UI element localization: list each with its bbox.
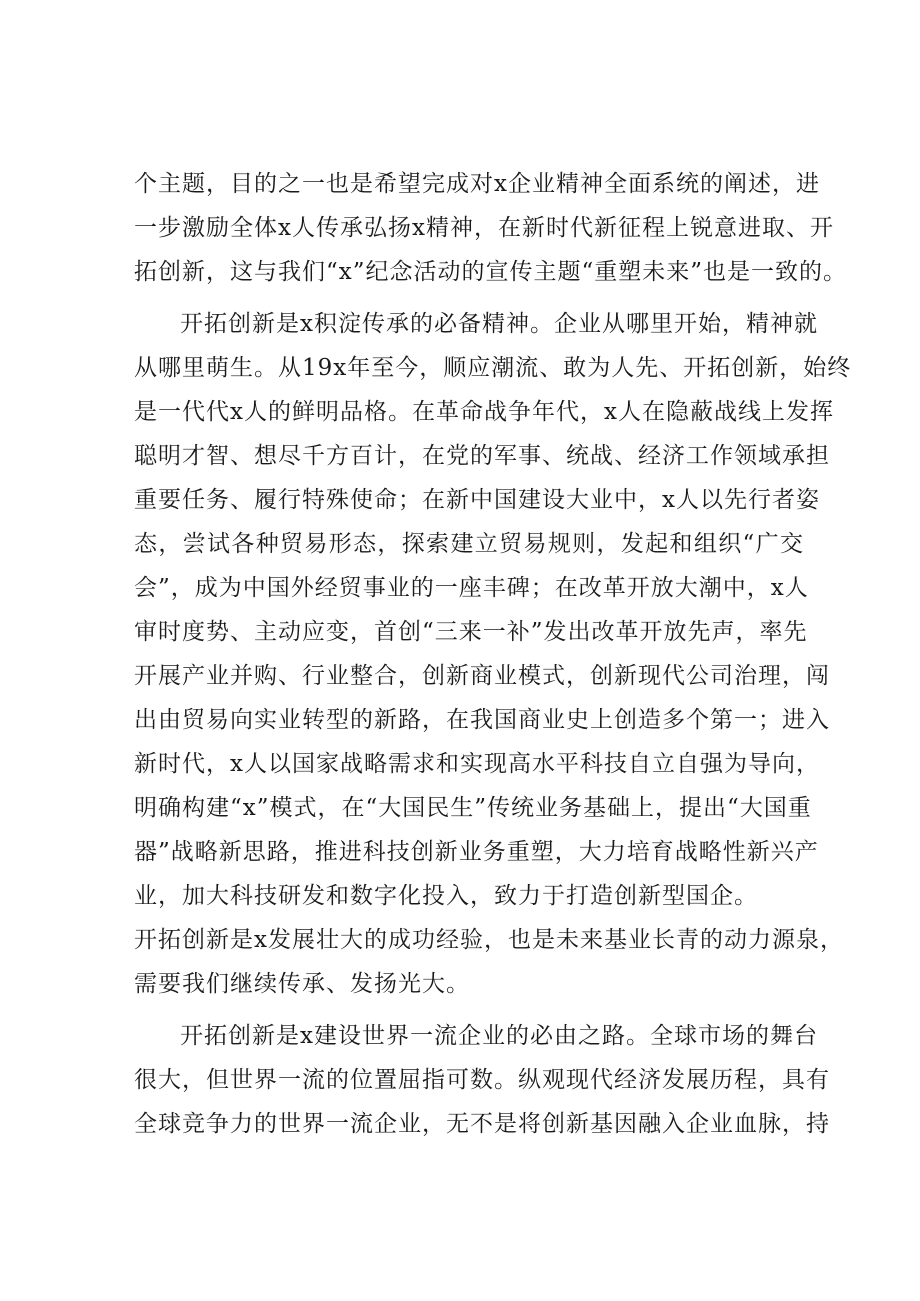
- text-line: 很大，但世界一流的位置屈指可数。纵观现代经济发展历程，具有: [134, 1067, 830, 1093]
- text-line: 全球竞争力的世界一流企业，无不是将创新基因融入企业血脉，持: [134, 1111, 830, 1137]
- text-line: 器”战略新思路，推进科技创新业务重塑，大力培育战略性新兴产: [134, 839, 819, 865]
- text-line: 聪明才智、想尽千方百计，在党的军事、统战、经济工作领域承担: [134, 443, 830, 469]
- text-line: 审时度势、主动应变，首创“三来一补”发出改革开放先声，率先: [134, 619, 808, 645]
- text-line: 开拓创新是x积淀传承的必备精神。企业从哪里开始，精神就: [180, 311, 818, 337]
- text-line: 明确构建“x”模式，在“大国民生”传统业务基础上，提出“大国重: [134, 795, 812, 821]
- text-line: 拓创新，这与我们“x”纪念活动的宣传主题“重塑未来”也是一致的。: [134, 259, 848, 285]
- text-line: 态，尝试各种贸易形态，探索建立贸易规则，发起和组织“广交: [134, 531, 804, 557]
- text-line: 一步激励全体x人传承弘扬x精神，在新时代新征程上锐意进取、开: [134, 215, 834, 241]
- text-line: 需要我们继续传承、发扬光大。: [134, 971, 470, 997]
- text-line: 会”，成为中国外经贸事业的一座丰碑；在改革开放大潮中，x人: [134, 575, 809, 601]
- text-line: 是一代代x人的鲜明品格。在革命战争年代，x人在隐蔽战线上发挥: [134, 399, 834, 425]
- text-line: 从哪里萌生。从19x年至今，顺应潮流、敢为人先、开拓创新，始终: [134, 355, 852, 381]
- text-line: 业，加大科技研发和数字化投入，致力于打造创新型国企。: [134, 883, 758, 909]
- text-line: 开展产业并购、行业整合，创新商业模式，创新现代公司治理，闯: [134, 663, 830, 689]
- text-line: 开拓创新是x建设世界一流企业的必由之路。全球市场的舞台: [180, 1023, 818, 1049]
- text-line: 出由贸易向实业转型的新路，在我国商业史上创造多个第一；进入: [134, 707, 830, 733]
- text-line: 开拓创新是x发展壮大的成功经验，也是未来基业长青的动力源泉，: [134, 927, 844, 953]
- text-line: 个主题，目的之一也是希望完成对x企业精神全面系统的阐述，进: [134, 171, 820, 197]
- text-line: 新时代，x人以国家战略需求和实现高水平科技自立自强为导向，: [134, 751, 820, 777]
- text-line: 重要任务、履行特殊使命；在新中国建设大业中，x人以先行者姿: [134, 487, 820, 513]
